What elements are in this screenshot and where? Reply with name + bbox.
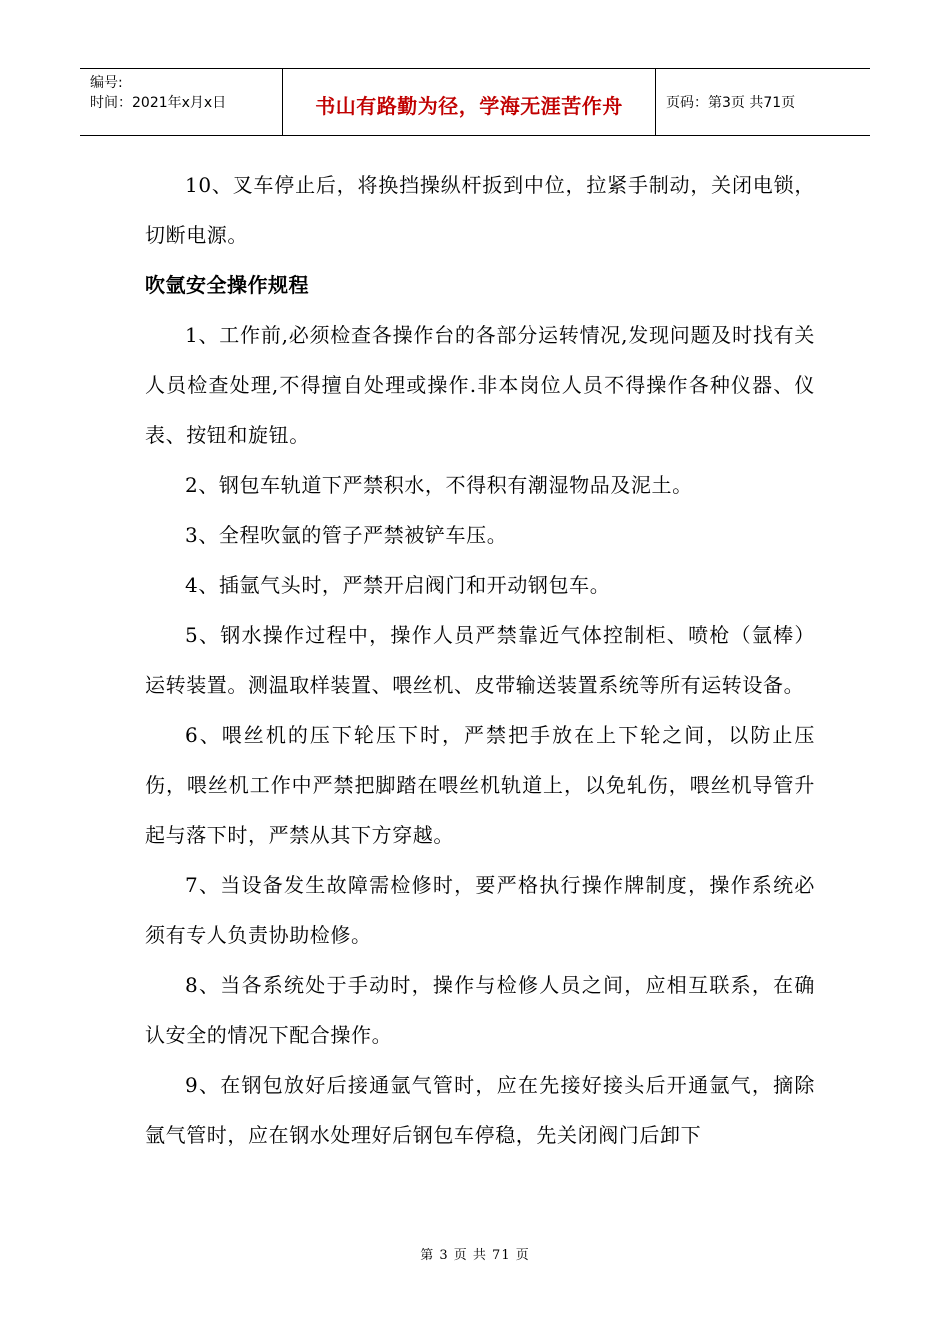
paragraph-item-2: 2、钢包车轨道下严禁积水，不得积有潮湿物品及泥土。 xyxy=(185,473,693,497)
document-body xyxy=(145,160,815,1160)
document-number-label: 编号: xyxy=(90,75,123,91)
header-motto: 书山有路勤为径，学海无涯苦作舟 xyxy=(315,93,623,118)
paragraph-item-6: 6、喂丝机的压下轮压下时，严禁把手放在上下轮之间，以防止压伤，喂丝机工作中严禁把脚踏在喂丝机轨道上，以免轧伤，喂丝机导管升起与落下时，严禁从其下方穿越。 xyxy=(145,723,815,847)
paragraph-item-9: 9、在钢包放好后接通氩气管时，应在先接好接头后开通氩气，摘除氩气管时，应在钢水处理好后钢包车停稳，先关闭阀门后卸下 xyxy=(145,1073,815,1147)
paragraph-item-7: 7、当设备发生故障需检修时，要严格执行操作牌制度，操作系统必须有专人负责协助检修。 xyxy=(145,873,815,947)
section-title: 吹氩安全操作规程 xyxy=(145,273,309,297)
paragraph-item-5: 5、钢水操作过程中，操作人员严禁靠近气体控制柜、喷枪（氩棒）运转装置。测温取样装置、喂丝机、皮带输送装置系统等所有运转设备。 xyxy=(145,623,815,697)
header-page-info: 页码：第3页 共71页 xyxy=(666,95,796,111)
page-footer: 第 3 页 共 71 页 xyxy=(420,1248,530,1263)
header-meta xyxy=(80,69,282,135)
document-header xyxy=(80,68,870,136)
paragraph-item-8: 8、当各系统处于手动时，操作与检修人员之间，应相互联系，在确认安全的情况下配合操作。 xyxy=(145,973,815,1047)
paragraph-item-4: 4、插氩气头时，严禁开启阀门和开动钢包车。 xyxy=(185,573,611,597)
paragraph-item-3: 3、全程吹氩的管子严禁被铲车压。 xyxy=(185,523,508,547)
header-page-info-cell xyxy=(656,69,870,135)
header-motto-cell xyxy=(282,69,656,135)
paragraph-item-1: 1、工作前,必须检查各操作台的各部分运转情况,发现问题及时找有关人员检查处理,不得擅自处理或操作.非本岗位人员不得操作各种仪器、仪表、按钮和旋钮。 xyxy=(145,323,815,447)
paragraph-item-10: 10、叉车停止后，将换挡操纵杆扳到中位，拉紧手制动，关闭电锁，切断电源。 xyxy=(145,173,815,247)
document-time-label: 时间：2021年x月x日 xyxy=(90,95,227,111)
